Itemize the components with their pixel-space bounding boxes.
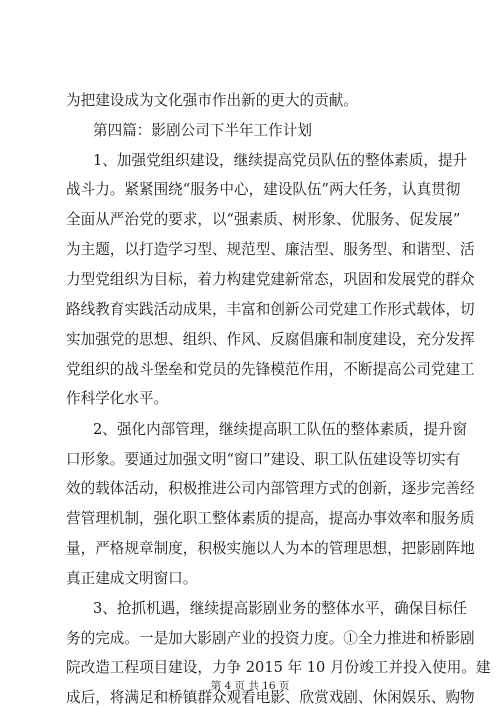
paragraph-1-line: 作科学化水平。 <box>66 390 169 407</box>
paragraph-1-line: 力型党组织为目标，着力构建党建新常态，巩固和发展党的群众 <box>66 271 475 288</box>
paragraph-1-line: 实加强党的思想、组织、作风、反腐倡廉和制度建设，充分发挥 <box>66 331 475 348</box>
paragraph-1-line: 党组织的战斗堡垒和党员的先锋模范作用，不断提高公司党建工 <box>66 361 475 378</box>
paragraph-2-line: 2、强化内部管理，继续提高职工队伍的整体素质，提升窗 <box>93 421 468 438</box>
paragraph-1-line: 战斗力。紧紧围绕“服务中心，建设队伍”两大任务，认真贯彻 <box>66 181 461 198</box>
paragraph-2-line: 真正建成文明窗口。 <box>66 570 198 587</box>
page-number-footer: 第 4 页 共 16 页 <box>210 680 290 692</box>
paragraph-1-line: 为主题，以打造学习型、规范型、廉洁型、服务型、和谐型、活 <box>66 241 475 258</box>
paragraph-2-line: 口形象。要通过加强文明“窗口”建设、职工队伍建设等切实有 <box>66 451 461 468</box>
paragraph-2-line: 量，严格规章制度，积极实施以人为本的管理思想，把影剧阵地 <box>66 540 475 557</box>
paragraph-3-line: 务的完成。一是加大影剧产业的投资力度。①全力推进和桥影剧 <box>66 630 475 647</box>
paragraph-3-line: 3、抢抓机遇，继续提高影剧业务的整体水平，确保目标任 <box>93 600 468 617</box>
paragraph-2-line: 营管理机制，强化职工整体素质的提高，提高办事效率和服务质 <box>66 510 475 527</box>
paragraph-2-line: 效的载体活动，积极推进公司内部管理方式的创新，逐步完善经 <box>66 480 475 497</box>
paragraph-1-line: 1、加强党组织建设，继续提高党员队伍的整体素质，提升 <box>93 152 468 169</box>
section-heading: 第四篇：影剧公司下半年工作计划 <box>93 122 312 139</box>
paragraph-3-line: 院改造工程项目建设，力争 2015 年 10 月份竣工并投入使用。建 <box>66 659 491 676</box>
text-line: 为把建设成为文化强市作出新的更大的贡献。 <box>66 92 358 109</box>
paragraph-1-line: 路线教育实践活动成果，丰富和创新公司党建工作形式载体，切 <box>66 301 475 318</box>
paragraph-1-line: 全面从严治党的要求，以“强素质、树形象、优服务、促发展” <box>66 211 461 228</box>
paragraph-3-line: 成后，将满足和桥镇群众观看电影、欣赏戏剧、休闲娱乐、购物 <box>66 689 475 706</box>
